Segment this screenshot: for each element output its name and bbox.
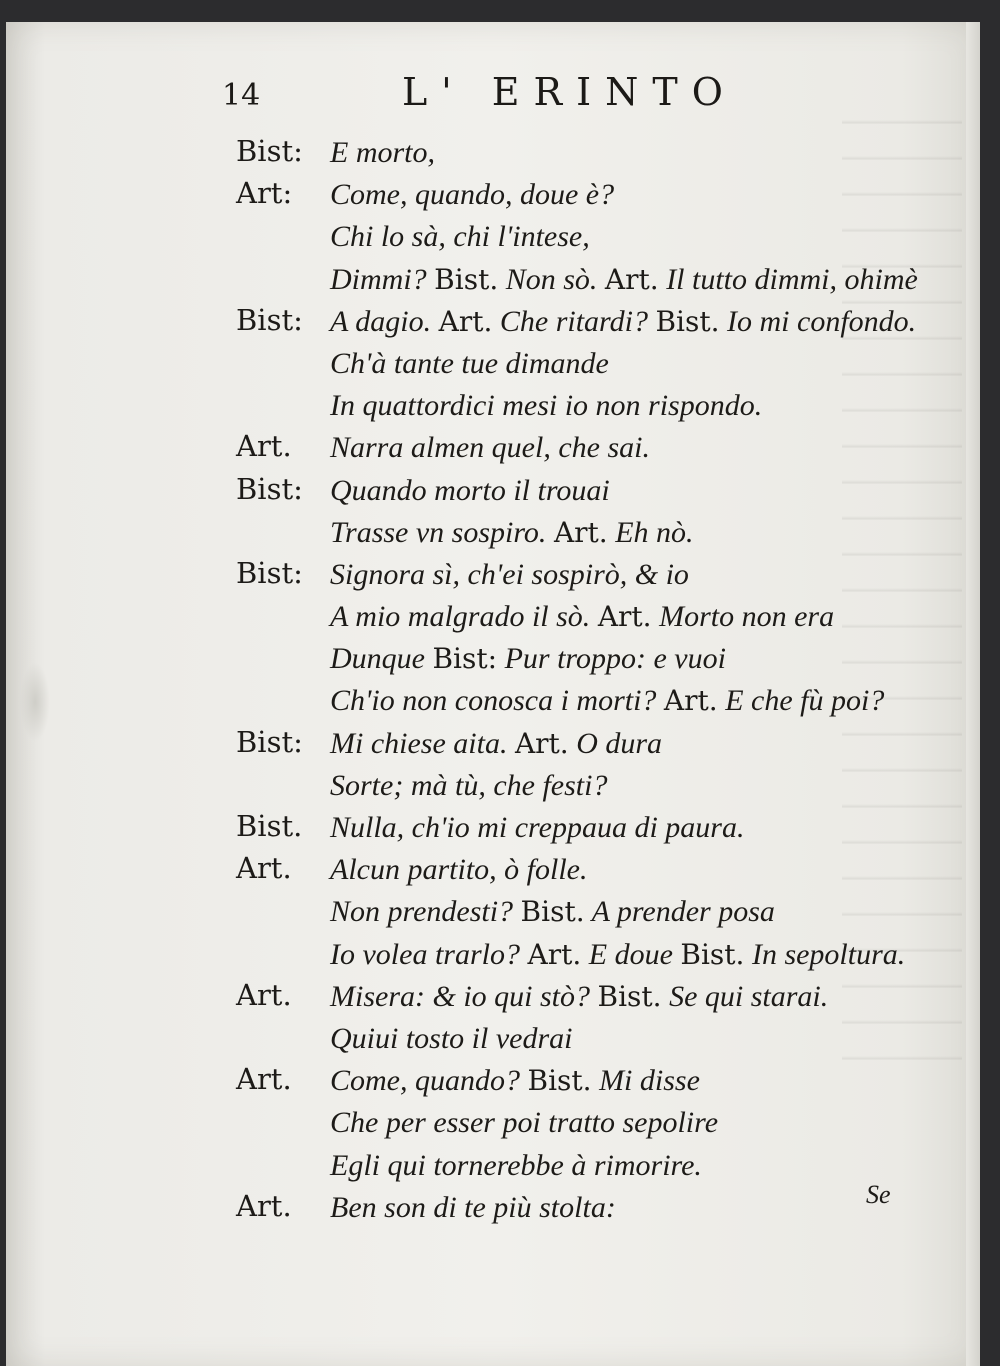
inline-speaker-label: Bist.: [597, 979, 662, 1013]
speech-segment: Ben son di te più stolta:: [330, 1190, 616, 1224]
speech-segment: Io mi confondo.: [719, 304, 917, 338]
dialogue-line: [236, 851, 956, 893]
speech-text: [330, 895, 775, 929]
speech-segment: In sepoltura.: [744, 937, 906, 971]
inline-speaker-label: Bist.: [520, 895, 585, 929]
speech-segment: Sorte; mà tù, che festi?: [330, 768, 608, 802]
speech-text: [330, 347, 609, 381]
speech-segment: Narra almen quel, che sai.: [330, 431, 650, 465]
inline-speaker-label: Art.: [438, 304, 493, 338]
speech-segment: A dagio.: [330, 304, 439, 338]
speech-segment: Non prendesti?: [330, 895, 521, 929]
speech-text: [330, 136, 435, 170]
inline-speaker-label: Bist.: [527, 1064, 592, 1098]
catchword: Se: [866, 1180, 891, 1209]
speech-text: [330, 389, 762, 423]
speech-text: [330, 980, 828, 1014]
page-header: [222, 68, 782, 128]
page-number: 14: [222, 78, 261, 113]
dialogue-line: [236, 345, 956, 387]
speaker-label: Bist:: [236, 724, 303, 759]
speaker-label: Art.: [236, 977, 292, 1012]
speech-segment: Che per esser poi tratto sepolire: [330, 1106, 719, 1140]
dialogue-line: [236, 514, 956, 556]
inline-speaker-label: Art.: [514, 726, 569, 760]
speech-segment: Non sò.: [498, 262, 605, 296]
dialogue-text: [236, 134, 956, 1231]
dialogue-line: [236, 218, 956, 260]
dialogue-line: [236, 767, 956, 809]
speech-segment: Quiui tosto il vedrai: [330, 1021, 573, 1055]
dialogue-line: [236, 1104, 956, 1146]
speech-text: [330, 853, 587, 887]
speech-text: [330, 938, 905, 972]
speech-text: [330, 305, 916, 339]
dialogue-line: [236, 387, 956, 429]
speech-text: [330, 431, 650, 465]
dialogue-line: [236, 725, 956, 767]
speaker-label: Bist:: [236, 134, 303, 168]
speech-text: [330, 769, 607, 803]
dialogue-line: [236, 893, 956, 935]
speech-segment: E morto,: [330, 136, 435, 169]
speech-text: [330, 1191, 616, 1225]
speech-segment: Signora sì, ch'ei sospirò, & io: [330, 557, 689, 591]
speech-text: [330, 1149, 702, 1183]
speech-segment: Io volea trarlo?: [330, 937, 528, 971]
dialogue-line: [236, 1147, 956, 1189]
speech-segment: Se qui starai.: [661, 979, 829, 1013]
speech-segment: Dimmi?: [330, 262, 435, 296]
speech-text: [330, 558, 689, 592]
dialogue-line: [236, 1189, 956, 1231]
speech-text: [330, 600, 834, 634]
speech-segment: Nulla, ch'io mi creppaua di paura.: [330, 811, 745, 844]
running-title: L' ERINTO: [402, 70, 737, 114]
speech-segment: Ch'io non conosca i morti?: [330, 684, 664, 718]
speech-text: [330, 220, 590, 254]
speech-segment: Mi disse: [591, 1064, 700, 1098]
dialogue-line: [236, 978, 956, 1020]
speech-segment: Che ritardi?: [492, 304, 656, 338]
speech-text: [330, 474, 610, 508]
speech-segment: Eh nò.: [607, 515, 694, 549]
dialogue-line: [236, 936, 956, 978]
speaker-label: Art.: [236, 429, 292, 464]
speech-text: [330, 178, 614, 212]
speech-text: [330, 516, 694, 550]
dialogue-line: [236, 134, 956, 176]
speech-text: [330, 811, 744, 845]
dialogue-line: [236, 472, 956, 514]
speech-segment: Come, quando, doue è?: [330, 178, 615, 212]
speech-segment: Mi chiese aita.: [330, 726, 515, 760]
inline-speaker-label: Bist.: [680, 937, 745, 971]
speech-segment: A prender posa: [584, 895, 775, 929]
inline-speaker-label: Art.: [604, 262, 659, 296]
speech-text: [330, 1064, 700, 1098]
inline-speaker-label: Art.: [527, 937, 582, 971]
speech-segment: Egli qui tornerebbe à rimorire.: [330, 1148, 702, 1182]
speech-segment: Ch'à tante tue dimande: [330, 346, 609, 380]
dialogue-line: [236, 809, 956, 851]
speech-segment: Come, quando?: [330, 1064, 528, 1098]
speech-segment: Chi lo sà, chi l'intese,: [330, 220, 590, 254]
dialogue-line: [236, 682, 956, 724]
speech-segment: In quattordici mesi io non rispondo.: [330, 389, 763, 423]
speech-segment: Trasse vn sospiro.: [330, 515, 554, 549]
dialogue-line: [236, 598, 956, 640]
speech-segment: A mio malgrado il sò.: [330, 600, 598, 634]
speaker-label: Bist.: [236, 809, 303, 843]
speech-segment: Morto non era: [651, 600, 835, 634]
dialogue-line: [236, 640, 956, 682]
speech-segment: Quando morto il trouai: [330, 473, 610, 507]
speech-text: [330, 684, 884, 718]
speech-text: [330, 263, 918, 297]
inline-speaker-label: Bist:: [432, 642, 498, 676]
dialogue-line: [236, 1062, 956, 1104]
speech-segment: E che fù poi?: [717, 684, 885, 718]
speaker-label: Art.: [236, 1062, 292, 1097]
speaker-label: Bist:: [236, 471, 303, 506]
speech-segment: Misera: & io qui stò?: [330, 979, 598, 1013]
page-edge: [966, 22, 980, 1366]
speaker-label: Art.: [236, 1188, 292, 1223]
inline-speaker-label: Art.: [553, 515, 608, 549]
inline-speaker-label: Art.: [663, 684, 718, 718]
speech-text: [330, 727, 662, 761]
inline-speaker-label: Bist.: [434, 262, 499, 296]
inline-speaker-label: Bist.: [655, 304, 720, 338]
speaker-label: Bist:: [236, 555, 303, 590]
dialogue-line: [236, 303, 956, 345]
speaker-label: Art.: [236, 851, 292, 886]
dialogue-line: [236, 429, 956, 471]
speaker-label: Bist:: [236, 302, 303, 337]
dialogue-line: [236, 261, 956, 303]
paper-stain: [20, 662, 50, 742]
inline-speaker-label: Art.: [597, 600, 652, 634]
speech-segment: O dura: [568, 726, 663, 760]
speaker-label: Art:: [236, 176, 293, 211]
speech-text: [330, 1022, 573, 1056]
speech-segment: Dunque: [330, 642, 433, 676]
speech-text: [330, 642, 726, 676]
speech-segment: Alcun partito, ò folle.: [330, 853, 588, 887]
speech-segment: E doue: [581, 937, 681, 971]
speech-segment: Il tutto dimmi, ohimè: [658, 262, 918, 296]
dialogue-line: [236, 556, 956, 598]
dialogue-line: [236, 176, 956, 218]
dialogue-line: [236, 1020, 956, 1062]
speech-segment: Pur troppo: e vuoi: [497, 642, 726, 676]
speech-text: [330, 1106, 718, 1140]
